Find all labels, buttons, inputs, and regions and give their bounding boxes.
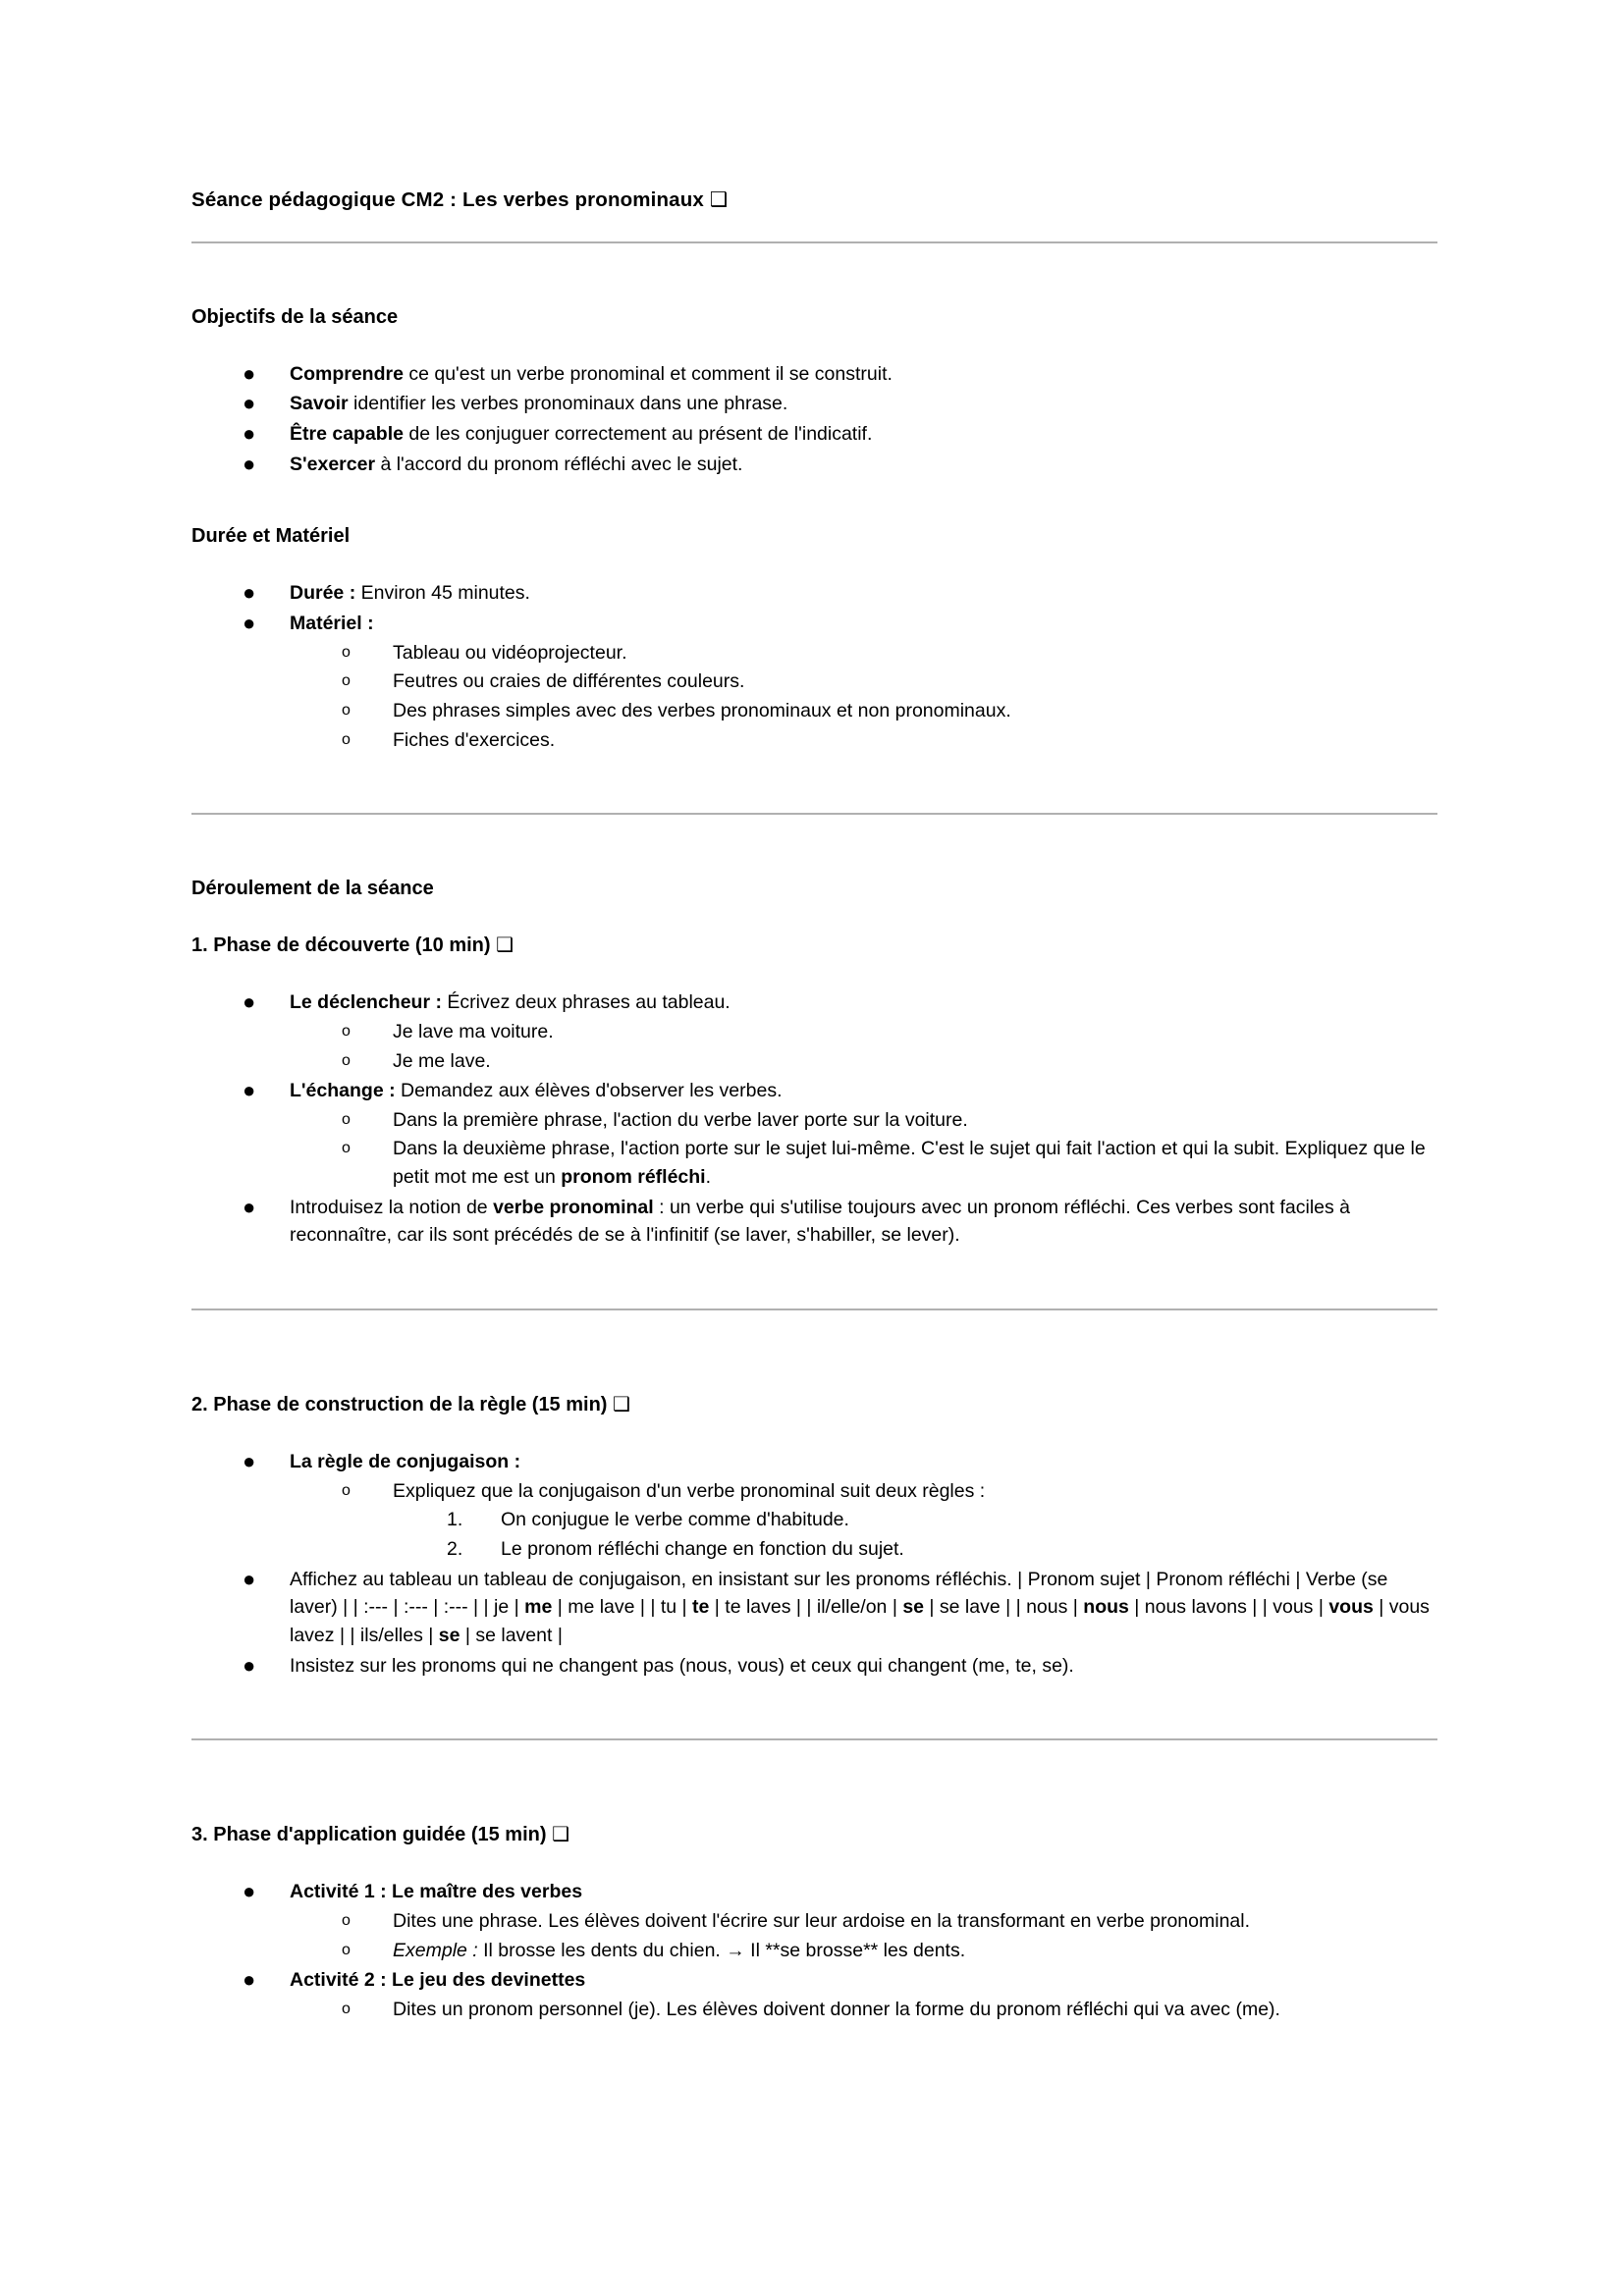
duree-value: Environ 45 minutes. — [355, 582, 530, 605]
regle-numbered-text: Le pronom réfléchi change en fonction du sujet. — [501, 1538, 904, 1561]
bullet-disc-icon: ● — [243, 420, 256, 446]
bullet-circle-icon: o — [342, 1051, 351, 1069]
list-number: 2. — [447, 1538, 463, 1561]
echange-item-text: Dans la première phrase, l'action du verbe laver porte sur la voiture. — [393, 1108, 968, 1131]
tableau-segment-bold: se — [438, 1625, 460, 1647]
tableau-segment-bold: vous — [1328, 1596, 1374, 1619]
bullet-disc-icon: ● — [243, 451, 256, 476]
regle-numbered-list — [393, 1506, 1437, 1563]
list-item — [191, 1966, 1437, 2023]
list-item — [191, 1194, 1437, 1250]
verbe-pronominal-strong: verbe pronominal — [493, 1196, 654, 1218]
phase-1-list — [191, 988, 1437, 1250]
tableau-segment-bold: me — [524, 1596, 553, 1619]
activite-2-sublist — [290, 1996, 1437, 2024]
tableau-segment-bold: se — [902, 1596, 925, 1619]
echange-sublist — [290, 1106, 1437, 1192]
regle-sublist — [290, 1477, 1437, 1564]
activite-1-sublist — [290, 1907, 1437, 1964]
list-item — [290, 1996, 1437, 2024]
tableau-segment: | te laves | | il/elle/on | — [709, 1596, 903, 1619]
tableau-segment-bold: nous — [1083, 1596, 1129, 1619]
materiel-item-text: Des phrases simples avec des verbes pronominaux et non pronominaux. — [393, 699, 1011, 721]
list-item — [393, 1535, 1437, 1564]
list-item — [290, 697, 1437, 725]
list-item — [290, 1047, 1437, 1076]
bullet-circle-icon: o — [342, 643, 351, 661]
section-heading-objectifs: Objectifs de la séance — [191, 305, 399, 328]
list-item — [290, 667, 1437, 696]
bullet-disc-icon: ● — [243, 391, 256, 416]
activite-2-label: Activité 2 : Le jeu des devinettes — [290, 1969, 586, 1992]
objectif-strong: Savoir — [290, 393, 349, 415]
phase-2-glyph-icon: ❑ — [613, 1392, 630, 1416]
tableau-segment: | nous lavons | | vous | — [1128, 1596, 1329, 1619]
list-item — [290, 726, 1437, 755]
list-item — [191, 1566, 1437, 1650]
echange-item-text-end: . — [705, 1166, 712, 1189]
phase-1-glyph-icon: ❑ — [496, 933, 514, 957]
list-item — [290, 1937, 1437, 1965]
bullet-disc-icon: ● — [243, 1449, 256, 1474]
tableau-segment: | se lavent | — [460, 1625, 563, 1647]
section-heading-deroulement: Déroulement de la séance — [191, 878, 434, 900]
exemple-text: Il brosse les dents du chien. → Il **se brosse** les dents. — [477, 1939, 966, 1961]
phase-3-list — [191, 1878, 1437, 2023]
tableau-segment-bold: te — [692, 1596, 710, 1619]
declencheur-sublist — [290, 1018, 1437, 1075]
tableau-segment: | vous lavez | | ils/elles | — [290, 1596, 1430, 1647]
list-item — [290, 1907, 1437, 1936]
bullet-circle-icon: o — [342, 2000, 351, 2017]
phase-1-heading — [191, 932, 1437, 959]
list-item — [290, 1106, 1437, 1135]
objectif-text: de les conjuguer correctement au présent de l'indicatif. — [403, 422, 873, 445]
regle-conjugaison-label: La règle de conjugaison : — [290, 1451, 521, 1473]
bullet-disc-icon: ● — [243, 1566, 256, 1591]
objectif-text: identifier les verbes pronominaux dans une phrase. — [348, 393, 788, 415]
phase-1-heading-text: 1. Phase de découverte (10 min) — [191, 934, 491, 957]
list-item — [290, 1477, 1437, 1564]
bullet-circle-icon: o — [342, 1022, 351, 1040]
activite-2-item-text: Dites un pronom personnel (je). Les élèves doivent donner la forme du pronom réfléchi qui va avec (me). — [393, 1998, 1280, 2020]
list-number: 1. — [447, 1509, 463, 1531]
bullet-disc-icon: ● — [243, 1078, 256, 1103]
bullet-circle-icon: o — [342, 672, 351, 690]
objectif-text: ce qu'est un verbe pronominal et comment il se construit. — [403, 362, 893, 385]
activite-1-label: Activité 1 : Le maître des verbes — [290, 1881, 583, 1903]
echange-label: L'échange : — [290, 1080, 396, 1102]
list-item — [191, 390, 1437, 418]
intro-text-pre: Introduisez la notion de — [290, 1196, 494, 1218]
list-item — [191, 988, 1437, 1075]
bullet-disc-icon: ● — [243, 580, 256, 606]
pronom-reflechi-strong: pronom réfléchi — [561, 1166, 706, 1189]
list-item — [290, 1135, 1437, 1191]
bullet-disc-icon: ● — [243, 360, 256, 386]
bullet-circle-icon: o — [342, 1140, 351, 1157]
materiel-sublist — [290, 639, 1437, 755]
phase-3-glyph-icon: ❑ — [552, 1822, 570, 1846]
declencheur-label: Le déclencheur : — [290, 991, 442, 1014]
intro-text-post: : un verbe qui s'utilise toujours avec un pronom réfléchi. Ces verbes sont faciles à reconnaître, car ils sont précédés de se à l'infinitif (se laver, s'habiller, se lever). — [290, 1196, 1351, 1247]
materiel-item-text: Tableau ou vidéoprojecteur. — [393, 641, 627, 664]
tableau-segment: | me lave | | tu | — [552, 1596, 693, 1619]
phrase-example-text: Je lave ma voiture. — [393, 1020, 554, 1042]
bullet-circle-icon: o — [342, 1941, 351, 1958]
list-item — [393, 1506, 1437, 1534]
objectif-strong: Être capable — [290, 422, 404, 445]
exemple-label: Exemple : — [393, 1939, 478, 1961]
duree-materiel-list — [191, 579, 1437, 754]
bullet-disc-icon: ● — [243, 989, 256, 1015]
list-item — [290, 639, 1437, 667]
activite-1-item-text: Dites une phrase. Les élèves doivent l'écrire sur leur ardoise en la transformant en verbe pronominal. — [393, 1910, 1251, 1933]
list-item — [191, 1652, 1437, 1681]
list-item — [191, 420, 1437, 449]
objectif-strong: S'exercer — [290, 453, 376, 475]
bullet-disc-icon: ● — [243, 1194, 256, 1219]
materiel-item-text: Feutres ou craies de différentes couleurs. — [393, 670, 745, 693]
bullet-circle-icon: o — [342, 701, 351, 719]
page-title — [191, 187, 1437, 214]
bullet-circle-icon: o — [342, 1481, 351, 1499]
duree-label: Durée : — [290, 582, 356, 605]
list-item — [191, 1077, 1437, 1192]
list-item — [191, 579, 1437, 608]
objectif-strong: Comprendre — [290, 362, 404, 385]
bullet-disc-icon: ● — [243, 1879, 256, 1904]
page-title-text: Séance pédagogique CM2 : Les verbes pronominaux — [191, 188, 704, 211]
bullet-disc-icon: ● — [243, 1967, 256, 1993]
section-heading-duree-materiel: Durée et Matériel — [191, 525, 351, 548]
bullet-circle-icon: o — [342, 730, 351, 748]
phase-2-heading-text: 2. Phase de construction de la règle (15 min) — [191, 1394, 608, 1416]
objectifs-list — [191, 360, 1437, 479]
phase-2-heading — [191, 1391, 1437, 1418]
list-item — [191, 360, 1437, 389]
objectif-text: à l'accord du pronom réfléchi avec le sujet. — [375, 453, 743, 475]
list-item — [290, 1018, 1437, 1046]
insistez-text: Insistez sur les pronoms qui ne changent pas (nous, vous) et ceux qui changent (me, te, se). — [290, 1654, 1074, 1677]
echange-item-text: Dans la deuxième phrase, l'action porte sur le sujet lui-même. C'est le sujet qui fait l'action et qui la subit. Expliquez que le petit mot me est un — [393, 1138, 1426, 1189]
phrase-example-text: Je me lave. — [393, 1049, 491, 1072]
tableau-segment: | se lave | | nous | — [924, 1596, 1084, 1619]
regle-intro-text: Expliquez que la conjugaison d'un verbe pronominal suit deux règles : — [393, 1479, 986, 1502]
materiel-item-text: Fiches d'exercices. — [393, 728, 556, 751]
bullet-circle-icon: o — [342, 1110, 351, 1128]
tableau-segment: Affichez au tableau un tableau de conjugaison, en insistant sur les pronoms réfléchis. | Pronom sujet | Pronom réfléchi | Verbe (se laver) | | :--- | :--- | :--- | | je | — [290, 1568, 1388, 1619]
list-item — [191, 451, 1437, 479]
list-item — [191, 610, 1437, 754]
regle-numbered-text: On conjugue le verbe comme d'habitude. — [501, 1509, 849, 1531]
phase-3-heading-text: 3. Phase d'application guidée (15 min) — [191, 1824, 547, 1846]
declencheur-text: Écrivez deux phrases au tableau. — [441, 991, 731, 1014]
bullet-disc-icon: ● — [243, 610, 256, 635]
bullet-disc-icon: ● — [243, 1652, 256, 1678]
bullet-circle-icon: o — [342, 1912, 351, 1930]
echange-text: Demandez aux élèves d'observer les verbes. — [395, 1080, 783, 1102]
materiel-label: Matériel : — [290, 612, 374, 634]
phase-2-list — [191, 1448, 1437, 1680]
list-item — [191, 1448, 1437, 1564]
list-item — [191, 1878, 1437, 1964]
phase-3-heading — [191, 1821, 1437, 1848]
title-glyph-icon: ❑ — [709, 187, 729, 211]
